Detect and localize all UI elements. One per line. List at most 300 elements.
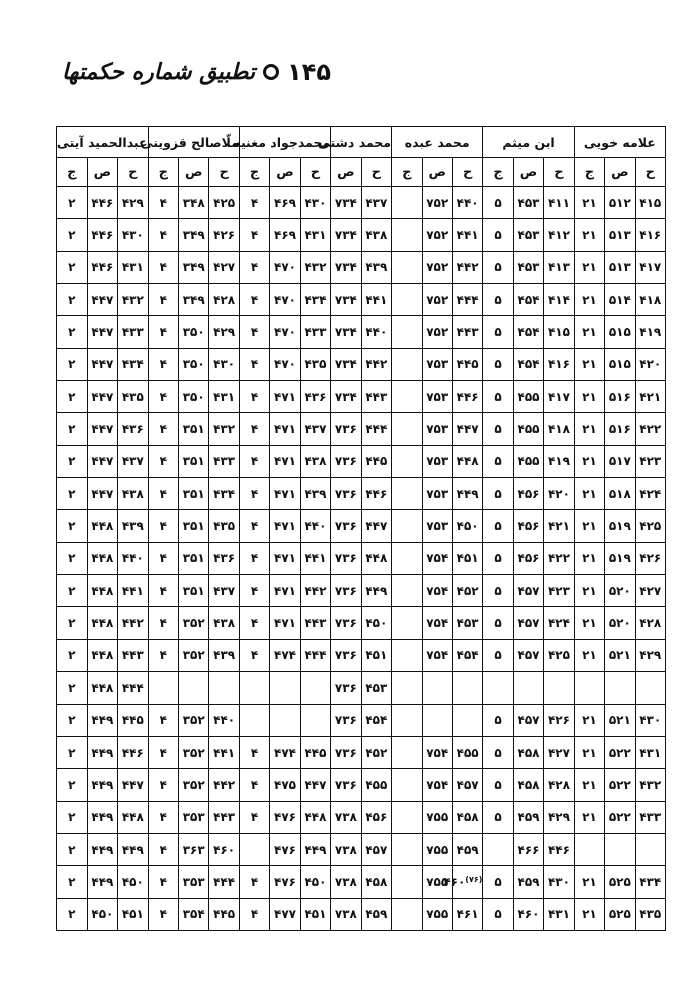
table-cell: ۴۵۸ [452,801,482,833]
table-cell [392,736,422,768]
table-cell: ۴ [148,251,178,283]
table-cell: ۴۴۱ [361,284,391,316]
table-cell: ۵ [483,316,513,348]
table-cell [422,672,452,704]
table-cell: ۴۵۵ [452,736,482,768]
table-cell: ۵ [483,736,513,768]
table-cell: ۴۳۱ [300,219,330,251]
table-cell: ۴۲۱ [635,381,665,413]
table-cell: ۳۵۲ [179,704,209,736]
table-cell: ۴ [148,898,178,930]
table-cell: ۴۵۶ [361,801,391,833]
table-cell: ۴۷۱ [270,542,300,574]
table-cell: ۴۱۵ [635,187,665,219]
table-cell: ۵ [483,413,513,445]
table-cell: ۴۱۷ [635,251,665,283]
table-cell: ۴۵۳ [452,607,482,639]
table-cell: ۴ [239,510,269,542]
table-cell: ۴۴۷ [300,769,330,801]
table-cell: ۴۷۱ [270,413,300,445]
table-cell: ۳۵۱ [179,445,209,477]
table-cell [392,413,422,445]
table-cell: ۷۳۶ [331,478,361,510]
table-cell [635,833,665,865]
table-cell: ۴۷۱ [270,607,300,639]
table-cell: ۴۷۴ [270,639,300,671]
table-cell: ۴ [148,575,178,607]
table-cell [239,672,269,704]
table-cell: ۴۵۳ [513,251,543,283]
table-cell: ۴۴۷ [87,316,117,348]
table-cell: ۴۳۴ [118,348,148,380]
table-cell: ۵۱۵ [605,348,635,380]
table-cell [392,348,422,380]
table-cell: ۷۳۶ [331,769,361,801]
table-cell: ۴۴۳ [452,316,482,348]
table-cell: ۴ [239,187,269,219]
table-cell: ۳۵۰ [179,381,209,413]
table-cell: ۴۵۷ [513,575,543,607]
table-cell: ۴۴۹ [361,575,391,607]
table-cell: ۴۴۸ [118,801,148,833]
table-cell: ۴۵۱ [361,639,391,671]
table-cell: ۴۱۹ [635,316,665,348]
table-cell: ۴۳۳ [118,316,148,348]
table-cell: ۴۴۶ [361,478,391,510]
table-cell: ۳۵۳ [179,866,209,898]
table-row [57,736,666,768]
concordance-table [56,126,666,931]
column-subheader: ج [574,158,604,187]
table-cell: ۴۶۶ [513,833,543,865]
table-cell: ۴۴۲ [361,348,391,380]
table-cell: ۴۴۴ [452,284,482,316]
table-cell: ۴۳۱ [544,898,574,930]
column-subheader: ج [392,158,422,187]
table-cell: ۷۳۶ [331,510,361,542]
table-cell: ۲۱ [574,445,604,477]
table-cell [392,607,422,639]
table-cell: ۵ [483,639,513,671]
table-cell: ۴۵۲ [361,736,391,768]
table-cell: ۴ [239,736,269,768]
table-cell: ۲ [57,413,88,445]
table-cell: ۴۷۱ [270,478,300,510]
table-cell: ۵۱۳ [605,219,635,251]
column-subheader: ح [300,158,330,187]
table-row [57,219,666,251]
table-cell: ۴۲۸ [635,607,665,639]
table-cell: ۴ [148,413,178,445]
table-cell: ۴۳۹ [118,510,148,542]
table-cell: ۴۳۶ [300,381,330,413]
table-cell: ۵ [483,801,513,833]
table-row [57,672,666,704]
table-cell: ۷۳۴ [331,219,361,251]
table-cell: ۴۲۳ [635,445,665,477]
table-cell: ۳۵۱ [179,575,209,607]
table-cell: ۴۲۰ [635,348,665,380]
table-cell: ۴۳۵ [300,348,330,380]
table-cell: ۴ [239,575,269,607]
table-cell: ۲۱ [574,348,604,380]
table-cell: ۴۴۹ [87,866,117,898]
table-cell [392,445,422,477]
table-cell: ۴۱۴ [544,284,574,316]
table-cell: ۴۴۳ [361,381,391,413]
table-cell: ۲۱ [574,575,604,607]
table-cell: ۳۵۰ [179,316,209,348]
group-header: ابن میثم [483,127,574,158]
table-cell: ۷۵۴ [422,542,452,574]
table-cell: ۲ [57,801,88,833]
table-cell: ۴۱۶ [544,348,574,380]
table-cell: ۴ [148,510,178,542]
table-row [57,316,666,348]
table-cell: ۴۴۴ [361,413,391,445]
table-cell: ۴۵۷ [361,833,391,865]
table-cell: ۴۱۲ [544,219,574,251]
table-cell: ۴۵۵ [361,769,391,801]
table-cell: ۲ [57,736,88,768]
table-cell: ۵ [483,187,513,219]
table-cell: ۳۵۳ [179,801,209,833]
table-cell [452,672,482,704]
table-cell: ۷۳۴ [331,348,361,380]
table-cell: ۲ [57,445,88,477]
table-cell: ۳۵۱ [179,413,209,445]
table-cell: ۴۴۹ [300,833,330,865]
table-cell: ۳۴۸ [179,187,209,219]
table-cell: ۴۴۷ [87,478,117,510]
table-cell: ۴۵۸ [513,736,543,768]
table-cell: ۴۳۶ [118,413,148,445]
table-row [57,381,666,413]
table-cell: ۴۴۰ [452,187,482,219]
table-row [57,187,666,219]
table-cell: ۴۴۵ [118,704,148,736]
table-body [57,187,666,931]
table-cell: ۷۵۴ [422,607,452,639]
table-cell: ۴۱۸ [544,413,574,445]
table-cell: ۴۴۵ [300,736,330,768]
table-cell: ۴۴۴ [209,866,239,898]
table-cell: ۵ [483,251,513,283]
table-cell [392,769,422,801]
table-cell: ۲۱ [574,704,604,736]
column-subheader: ح [544,158,574,187]
table-cell: ۴ [239,478,269,510]
table-cell: ۴۲۹ [544,801,574,833]
table-cell: ۵۱۶ [605,381,635,413]
table-cell: ۷۵۵ [422,898,452,930]
group-header: محمد دشتی [331,127,392,158]
table-cell: ۷۵۲ [422,251,452,283]
table-cell [392,510,422,542]
table-cell: ۲ [57,639,88,671]
table-cell: ۵۱۵ [605,316,635,348]
table-cell: ۷۳۶ [331,607,361,639]
table-cell: ۲ [57,219,88,251]
table-cell: ۴۵۳ [513,219,543,251]
column-subheader: ح [361,158,391,187]
table-cell: ۷۳۴ [331,316,361,348]
table-cell: ۷۳۶ [331,575,361,607]
table-cell: ۴۴۲ [452,251,482,283]
table-cell: ۴۴۷ [452,413,482,445]
table-cell: ۷۵۴ [422,736,452,768]
table-cell: ۴۳۷ [300,413,330,445]
table-cell: ۴۳۸ [361,219,391,251]
table-cell: ۷۵۲ [422,219,452,251]
table-cell: ۴۴۹ [452,478,482,510]
table-cell: ۴۵۱ [118,898,148,930]
table-cell: ۴۴۸ [87,575,117,607]
table-cell: ۴۷۱ [270,575,300,607]
table-cell: ۴۳۰ [118,219,148,251]
table-cell: ۴۲۲ [544,542,574,574]
table-cell: ۴۴۶ [452,381,482,413]
table-cell: ۷۵۴ [422,575,452,607]
table-row [57,833,666,865]
table-cell: ۵۲۱ [605,639,635,671]
table-cell: ۴۵۴ [513,284,543,316]
table-cell [392,187,422,219]
table-cell: ۵ [483,607,513,639]
table-cell: ۵ [483,575,513,607]
table-cell: ۴۴۷ [87,284,117,316]
table-cell: ۴۳۲ [118,284,148,316]
table-cell: ۷۳۶ [331,639,361,671]
table-cell: ۲ [57,769,88,801]
table-cell: ۵۱۹ [605,510,635,542]
table-cell: ۳۵۲ [179,639,209,671]
table-cell: ۴۱۶ [635,219,665,251]
table-cell: ۲۱ [574,898,604,930]
table-cell [239,833,269,865]
table-row [57,639,666,671]
table-cell: ۴۵۹ [361,898,391,930]
table-cell: ۴ [148,801,178,833]
table-cell: ۴۳۰ [635,704,665,736]
table-cell: ۴۲۹ [118,187,148,219]
table-cell: ۴۷۰ [270,284,300,316]
table-cell [392,704,422,736]
table-cell: ۴۴۶ [87,251,117,283]
table-cell: ۲۱ [574,413,604,445]
table-cell: $^{(۷۶)}$۴۶۰ [452,866,482,898]
table-cell: ۴۳۰ [209,348,239,380]
table-cell: ۳۴۹ [179,219,209,251]
table-cell: ۵ [483,704,513,736]
table-cell: ۵ [483,219,513,251]
table-cell: ۳۵۲ [179,736,209,768]
table-cell: ۷۳۴ [331,381,361,413]
table-cell: ۴۵۵ [513,445,543,477]
table-cell [239,704,269,736]
table-cell: ۴۴۷ [118,769,148,801]
table-cell: ۵ [483,478,513,510]
table-cell: ۴۳۵ [209,510,239,542]
table-cell: ۵۱۲ [605,187,635,219]
table-cell: ۴ [148,542,178,574]
table-cell: ۴۲۴ [544,607,574,639]
table-cell: ۴۳۷ [361,187,391,219]
table-cell: ۴۵۶ [513,478,543,510]
table-cell: ۲۱ [574,510,604,542]
table-row [57,769,666,801]
table-cell: ۴ [239,348,269,380]
table-cell: ۵۲۵ [605,898,635,930]
flower-ornament-icon [263,64,279,80]
table-cell: ۴۴۰ [361,316,391,348]
column-subheader: ص [605,158,635,187]
table-cell: ۳۵۱ [179,510,209,542]
table-cell [574,672,604,704]
table-cell: ۴۷۷ [270,898,300,930]
table-cell: ۴۵۹ [513,866,543,898]
table-cell: ۴۴۰ [209,704,239,736]
table-row [57,445,666,477]
group-header: محمد عبده [392,127,483,158]
table-cell: ۴۳۹ [209,639,239,671]
table-cell: ۴ [239,413,269,445]
table-cell: ۴۲۵ [209,187,239,219]
table-cell: ۴ [148,639,178,671]
table-cell: ۴۳۱ [118,251,148,283]
table-cell: ۴۵۶ [513,542,543,574]
table-cell: ۴ [239,607,269,639]
table-cell: ۴۵۴ [513,348,543,380]
table-cell: ۵ [483,284,513,316]
table-cell: ۴۵۰ [300,866,330,898]
table-cell: ۷۵۲ [422,187,452,219]
table-cell: ۴ [148,316,178,348]
table-cell: ۲۱ [574,219,604,251]
table-cell: ۷۳۸ [331,801,361,833]
table-cell: ۵۲۰ [605,607,635,639]
table-cell: ۴۷۱ [270,510,300,542]
table-cell: ۴۳۲ [300,251,330,283]
table-cell: ۴ [148,866,178,898]
table-cell: ۴۵۷ [513,607,543,639]
table-cell: ۴۲۰ [544,478,574,510]
table-cell: ۴۴۲ [118,607,148,639]
table-row [57,510,666,542]
table-cell: ۴ [239,381,269,413]
table-cell: ۷۵۵ [422,801,452,833]
table-cell: ۷۳۸ [331,833,361,865]
table-cell: ۴۵۸ [513,769,543,801]
table-cell: ۴ [148,769,178,801]
table-cell [483,672,513,704]
table-row [57,542,666,574]
table-cell: ۵ [483,898,513,930]
table-cell: ۴ [239,769,269,801]
table-cell: ۴۵۴ [452,639,482,671]
table-cell: ۷۵۳ [422,478,452,510]
table-cell [605,672,635,704]
table-cell: ۴۶۰ [513,898,543,930]
table-cell: ۴۶۱ [452,898,482,930]
table-row [57,348,666,380]
table-cell: ۴۲۵ [544,639,574,671]
group-header-row [57,127,666,158]
table-cell [574,833,604,865]
page-header [62,58,331,86]
table-cell: ۴۱۸ [635,284,665,316]
table-cell: ۴۵۳ [361,672,391,704]
table-cell: ۴۴۱ [118,575,148,607]
table-cell: ۲ [57,672,88,704]
table-cell: ۴۴۸ [87,510,117,542]
table-cell: ۳۶۳ [179,833,209,865]
table-cell: ۴۵۹ [513,801,543,833]
table-cell: ۲۱ [574,801,604,833]
table-cell: ۵۱۴ [605,284,635,316]
table-cell: ۳۴۹ [179,284,209,316]
table-cell: ۵ [483,866,513,898]
footnote-mark: (۷۶) [465,874,483,884]
table-cell: ۴۲۵ [635,510,665,542]
table-cell: ۴۷۱ [270,445,300,477]
table-cell: ۵۱۶ [605,413,635,445]
table-cell: ۴۵۰ [361,607,391,639]
table-cell: ۴۳۵ [118,381,148,413]
table-cell: ۵ [483,381,513,413]
table-cell: ۵۱۹ [605,542,635,574]
column-subheader: ص [270,158,300,187]
table-cell: ۴۵۱ [300,898,330,930]
table-cell: ۷۵۴ [422,639,452,671]
table-cell: ۴ [239,898,269,930]
table-cell: ۲ [57,542,88,574]
table-cell: ۲ [57,478,88,510]
table-cell: ۴۲۳ [544,575,574,607]
table-cell: ۲۱ [574,866,604,898]
table-cell: ۷۳۴ [331,251,361,283]
table-cell: ۲ [57,607,88,639]
table-cell [392,284,422,316]
table-cell [392,898,422,930]
table-cell: ۲ [57,833,88,865]
table-cell: ۵۲۲ [605,736,635,768]
table-cell: ۴۶۹ [270,219,300,251]
table-cell: ۴۱۹ [544,445,574,477]
table-cell: ۴۳۲ [209,413,239,445]
table-cell: ۴ [148,478,178,510]
table-cell [270,704,300,736]
table-cell: ۴ [239,639,269,671]
table-cell: ۷۳۶ [331,445,361,477]
table-cell: ۴۵۲ [452,575,482,607]
table-row [57,704,666,736]
table-cell: ۲۱ [574,542,604,574]
table-cell: ۴۵۷ [452,769,482,801]
table-cell: ۴۳۸ [300,445,330,477]
table-cell: ۴۶۰ [209,833,239,865]
column-subheader: ح [209,158,239,187]
group-header: محمدجواد مغنیه [239,127,330,158]
table-cell: ۴۵۸ [361,866,391,898]
table-cell: ۷۵۳ [422,381,452,413]
table-cell: ۴۷۰ [270,348,300,380]
table-cell: ۴۴۴ [300,639,330,671]
table-cell: ۴۵۹ [452,833,482,865]
table-cell: ۲۱ [574,284,604,316]
table-row [57,284,666,316]
page-number: ۱۴۵ [287,58,332,86]
